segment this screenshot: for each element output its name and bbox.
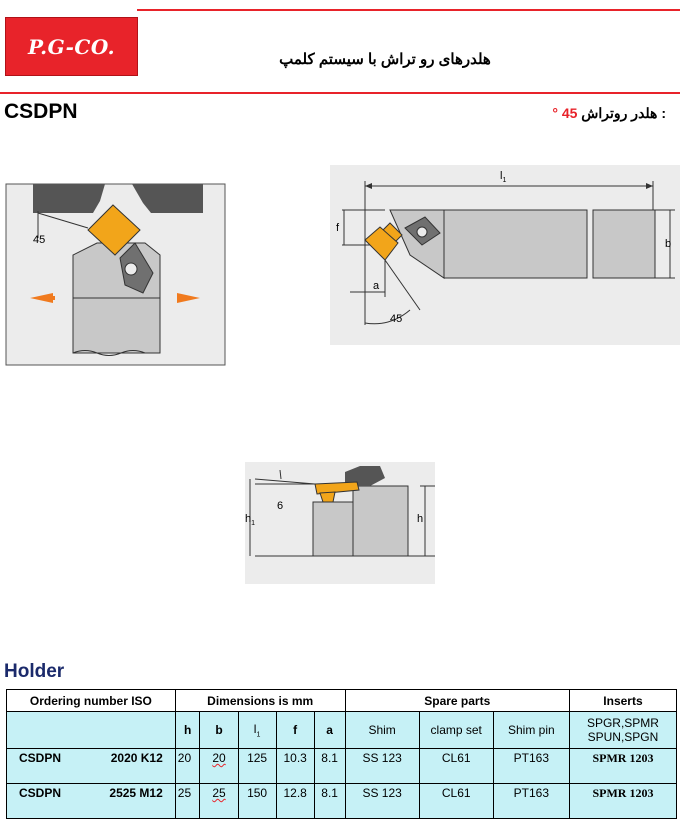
col-shim: Shim <box>345 712 419 749</box>
header-spare-parts: Spare parts <box>345 690 569 712</box>
col-insert-types: SPGR,SPMR SPUN,SPGN <box>569 712 676 749</box>
spec-table <box>6 689 677 819</box>
logo-text: P.G-CO. <box>27 35 116 59</box>
col-pin: Shim pin <box>493 712 569 749</box>
header-rule-top <box>137 9 680 11</box>
svg-text:h: h <box>417 513 424 525</box>
header-dimensions: Dimensions is mm <box>175 690 345 712</box>
header-ordering: Ordering number ISO <box>7 690 176 712</box>
svg-text:6: 6 <box>277 500 284 512</box>
col-a: a <box>314 712 345 749</box>
table-row: CSDPN 2525 M12 25 25 150 12.8 8.1 SS 123 CL61 PT163 SPMR 1203 <box>7 784 677 819</box>
side-view-drawing <box>245 462 435 584</box>
angle-caption <box>552 105 666 122</box>
plan-view-drawing <box>330 165 680 345</box>
col-h: h <box>175 712 200 749</box>
front-view-drawing <box>5 183 227 367</box>
product-code: CSDPN <box>4 100 78 123</box>
col-l1: $l_1$ <box>238 712 276 749</box>
svg-text:f: f <box>336 222 340 234</box>
page-title: هلدرهای رو تراش با سیستم کلمپ <box>279 51 491 68</box>
table-row: CSDPN 2020 K12 20 20 125 10.3 8.1 SS 123 CL61 PT163 SPMR 1203 <box>7 749 677 784</box>
svg-text:h1: $h_1$ <box>245 513 256 527</box>
svg-text:45: 45 <box>390 313 403 325</box>
company-logo <box>5 17 138 76</box>
section-title: Holder <box>4 661 65 682</box>
header-rule-bottom <box>0 92 680 94</box>
table-subheader-row <box>7 712 677 749</box>
table-header-row <box>7 690 677 712</box>
svg-text:l1: $l_1$ <box>500 170 507 184</box>
label-angle-45: 45 <box>33 234 46 246</box>
col-clamp: clamp set <box>419 712 493 749</box>
col-f: f <box>276 712 314 749</box>
svg-text:b: b <box>665 238 672 250</box>
col-b: b <box>200 712 238 749</box>
header-inserts: Inserts <box>569 690 676 712</box>
angle-value: 45 ° <box>552 105 578 121</box>
angle-label: : هلدر روتراش <box>581 105 666 121</box>
svg-text:a: a <box>373 280 380 292</box>
